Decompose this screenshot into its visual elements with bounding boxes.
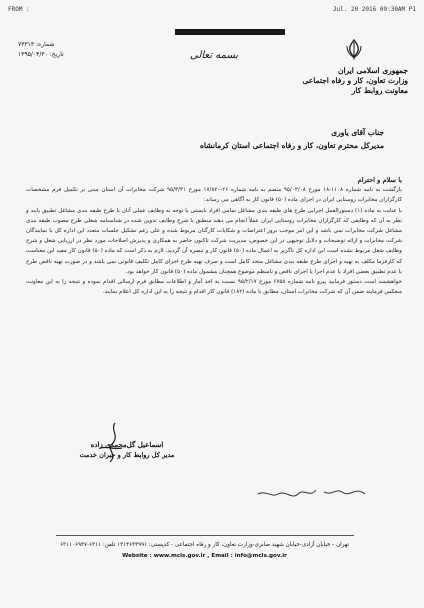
org-line-2: وزارت تعاون، کار و رفاه اجتماعی xyxy=(302,76,408,85)
recipient-title: مدیرکل محترم تعاون، کار و رفاه اجتماعی استان کرمانشاه xyxy=(199,141,384,150)
letter-body xyxy=(26,175,402,297)
paragraph-2: با عنایت به ماده (۱) دستورالعمل اجرایی طرح های طبقه بندی مشاغل تمامی افراد بایستی با توجه به وظایف عملی آنان با طرح طبقه بندی مشاغل تطبیق یابند و نظر به آن که وظایفی که کارگزاران مخابرات روستایی ایران عملاً انجام می دهند منطبق با شرح وظایف تدوین شده در شناسنامه شغلی طرح مصوب طبقه بندی مشاغل شرکت مخابرات نمی باشد و این امر موجب بروز اعتراضات و شکایات کارگنان مربوط شده و علی رغم تشکیل جلسات متعدد این اداره کل با نمایندگان شرکت مخابرات و ارائه توضیحات و دلایل توجیهی در این خصوص، مدیریت شرکت تاکنون حاضر به همکاری و پذیرش اصلاحات مورد نظر در ارزیابی شغل و شرح وظایف شغل مربوط نشده است این اداره کل ناگزیر به اعمال ماده (۵۰) قانون کار و تبصره آن گردید. لازم به ذکر است که ماده (۵۰) قانون کار مفید این معناست که کارفرما مکلف به تهیه و اجرای طرح طبقه بندی مشاغل متحد کامل است و صرف تهیه طرح اجرای کامل تکلیف قانونی نمی باشد و در صورت تهیه ناقص طرح یا عدم تطبیق بعضی افراد یا عدم اجرا یا اجرای ناقص و نامنظم موضوع همچنان مشمول ماده (۵۰) قانون کار خواهد بود. xyxy=(26,207,403,275)
letter-meta xyxy=(18,40,98,60)
organization-block xyxy=(298,66,408,96)
iran-emblem-icon xyxy=(344,38,364,60)
redaction-bar xyxy=(175,29,285,35)
org-line-3: معاونت روابط کار xyxy=(351,86,408,95)
recipient-name: جناب آقای یاوری xyxy=(331,128,384,137)
fax-from-label: FROM : xyxy=(8,6,30,13)
greeting: با سلام و احترام xyxy=(357,176,402,184)
handwritten-note-icon xyxy=(250,480,370,504)
basmala-heading: بسمه تعالی xyxy=(190,50,239,61)
paragraph-3: خواهشمند است دستور فرمایید پیرو نامه شماره ۶۷۵۸ مورخ ۹۵/۲/۱۷ نسبت به اخذ آمار و اطلاعات مطابق فرم ارسالی اقدام نموده و نتیجه را به این معاونت منعکس فرمایند ضمن آن که شرکت مخابرات استان، مطابق با ماده (۱۸۲) قانون کار اقدام و نتیجه را به این اداره کل اعلام نمایند. xyxy=(26,279,402,296)
footer-website: Website : www.mcls.gov.ir , Email : info@mcls.gov.ir xyxy=(122,553,287,559)
letter-date: تاریخ: ۱۳۹۵/۰۴/۳۰ xyxy=(18,51,64,58)
paragraph-1: بازگشت به نامه شماره ۱۱۰۸-۱۸ مورخ ۹۵/۰۳/۰۸ منضم به نامه شماره ۲۶-۱۷/۸۲۰ مورخ ۹۵/۳/۳۱ شرکت مخابرات آن استان مبنی بر تکمیل فرم مشخصات کارگزاران مخابرات روستایی ایران در اجرای ماده (۵۰) قانون کار به آگاهی می رساند: xyxy=(26,187,402,204)
fax-timestamp: Jul. 20 2016 09:30AM P1 xyxy=(332,6,416,13)
footer-divider xyxy=(56,535,354,536)
footer xyxy=(60,540,349,562)
recipient-block xyxy=(200,126,384,152)
org-line-1: جمهوری اسلامی ایران xyxy=(337,66,408,75)
signatory-title: مدیر کل روابط کار و جبران خدمت xyxy=(79,451,175,459)
signatory-name: اسماعیل گل‌محمدی زاده xyxy=(90,440,164,449)
signature-block xyxy=(72,440,182,460)
fax-header xyxy=(8,6,416,18)
letter-number: شماره: ۷۳۳۱۳ xyxy=(18,41,55,48)
footer-address: تهران - خیابان آزادی-خیابان شهید صابری-وزارت تعاون، کار و رفاه اجتماعی - کدپستی: ۱۳۱۴۶۳۳۹۹۱ تلفن: ۶۳۱۱-۶۳۱۱۰۶۹۳۷ xyxy=(60,542,349,548)
